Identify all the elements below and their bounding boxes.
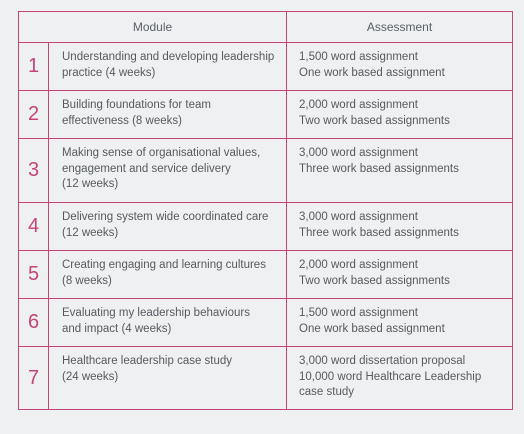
module-description bbox=[49, 347, 287, 410]
module-text-line: Understanding and developing leadership bbox=[62, 51, 275, 63]
module-text-line: (24 weeks) bbox=[62, 370, 119, 383]
module-description bbox=[49, 251, 287, 299]
assessment-text-line: 1,500 word assignment bbox=[299, 307, 418, 319]
module-description bbox=[49, 299, 287, 347]
module-description bbox=[49, 139, 287, 203]
module-column-header: Module bbox=[19, 12, 287, 43]
module-description bbox=[49, 91, 287, 139]
module-description bbox=[49, 203, 287, 251]
assessment-description bbox=[287, 347, 513, 410]
module-number: 6 bbox=[19, 299, 49, 347]
module-text-line: and impact (4 weeks) bbox=[62, 322, 172, 335]
table-row bbox=[19, 203, 513, 251]
assessment-text-line: 3,000 word assignment bbox=[299, 147, 418, 159]
assessment-description bbox=[287, 203, 513, 251]
assessment-column-header: Assessment bbox=[287, 12, 513, 43]
assessment-text-line: Two work based assignments bbox=[299, 274, 450, 287]
assessment-description bbox=[287, 91, 513, 139]
module-number: 7 bbox=[19, 347, 49, 410]
assessment-description bbox=[287, 139, 513, 203]
module-number: 4 bbox=[19, 203, 49, 251]
module-text-line: Creating engaging and learning cultures bbox=[62, 259, 266, 271]
module-text-line: Delivering system wide coordinated care bbox=[62, 211, 269, 223]
assessment-text-line: One work based assignment bbox=[299, 322, 445, 335]
assessment-text-line: 3,000 word dissertation proposal bbox=[299, 355, 466, 367]
module-text-line: (8 weeks) bbox=[62, 274, 112, 287]
assessment-description bbox=[287, 299, 513, 347]
assessment-text-line: Three work based assignments bbox=[299, 162, 459, 175]
table-row bbox=[19, 251, 513, 299]
assessment-text-line: 10,000 word Healthcare Leadership bbox=[299, 370, 482, 383]
module-assessment-table bbox=[18, 11, 513, 410]
assessment-text-line: 1,500 word assignment bbox=[299, 51, 418, 63]
table-row bbox=[19, 139, 513, 203]
assessment-text-line: Three work based assignments bbox=[299, 226, 459, 239]
table-row bbox=[19, 91, 513, 139]
module-text-line: Evaluating my leadership behaviours bbox=[62, 307, 250, 319]
module-text-line: (12 weeks) bbox=[62, 226, 119, 239]
table-row bbox=[19, 347, 513, 410]
assessment-description bbox=[287, 251, 513, 299]
module-text-line: (12 weeks) bbox=[62, 178, 119, 190]
assessment-text-line: Two work based assignments bbox=[299, 114, 450, 127]
assessment-text-line: 2,000 word assignment bbox=[299, 259, 418, 271]
module-text-line: effectiveness (8 weeks) bbox=[62, 114, 182, 127]
module-text-line: engagement and service delivery bbox=[62, 162, 231, 175]
module-number: 1 bbox=[19, 43, 49, 91]
assessment-text-line: case study bbox=[299, 386, 354, 398]
module-number: 3 bbox=[19, 139, 49, 203]
module-text-line: Healthcare leadership case study bbox=[62, 355, 233, 367]
module-number: 2 bbox=[19, 91, 49, 139]
table-row bbox=[19, 43, 513, 91]
module-number: 5 bbox=[19, 251, 49, 299]
table-row bbox=[19, 299, 513, 347]
module-text-line: practice (4 weeks) bbox=[62, 66, 156, 79]
module-text-line: Building foundations for team bbox=[62, 99, 211, 111]
assessment-text-line: 2,000 word assignment bbox=[299, 99, 418, 111]
assessment-text-line: One work based assignment bbox=[299, 66, 445, 79]
module-description bbox=[49, 43, 287, 91]
assessment-text-line: 3,000 word assignment bbox=[299, 211, 418, 223]
assessment-description bbox=[287, 43, 513, 91]
table-header-row bbox=[19, 12, 513, 43]
module-text-line: Making sense of organisational values, bbox=[62, 147, 261, 159]
